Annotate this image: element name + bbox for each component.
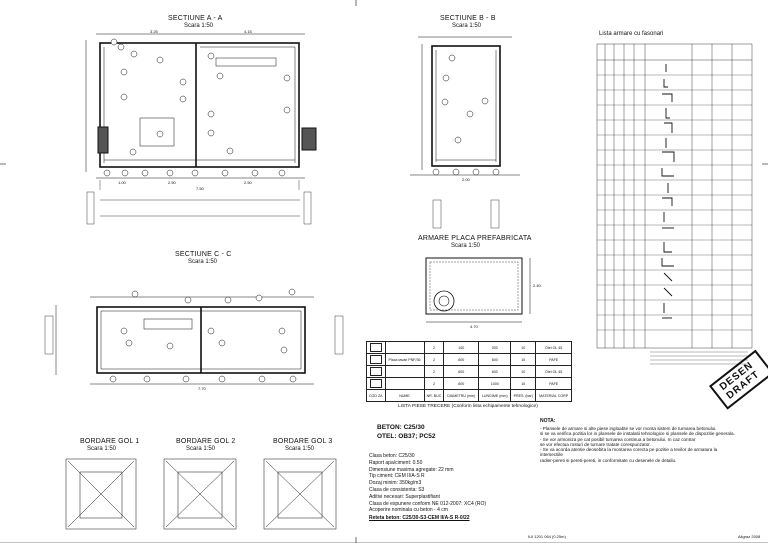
note-line: se vor efectua rosturi de turnare tratate corespunzator.	[540, 441, 651, 447]
otel-label: OTEL: OB37; PC52	[377, 433, 436, 440]
dim-a-top-1: 3.25	[150, 29, 158, 34]
table-row: 2 600 1000 15 PAFE	[367, 378, 572, 390]
note-line: - Plansele de armare si alte piese ingloabte se vor monta sistem de turnarea betonului.	[540, 426, 717, 431]
section-b-scale: Scara 1:50	[452, 23, 482, 29]
rebar-shape-sketches	[662, 64, 674, 318]
gol2-scale: Scara 1:50	[186, 446, 216, 452]
dim-placa-h: 2.40	[533, 283, 541, 288]
section-b-rebar-markers	[433, 55, 499, 175]
item-box	[370, 379, 382, 388]
footer-center: IUI 1201 064 (0.25m)	[528, 534, 566, 539]
gol1-scale: Scara 1:50	[87, 446, 117, 452]
section-c-drawing	[45, 297, 343, 384]
spec-line: Acoperire nominala cu beton - 4 cm	[369, 507, 448, 514]
section-c-title: SECTIUNE C - C	[175, 251, 232, 258]
spec-line: Dozaj minim: 350kg/m3	[369, 480, 422, 487]
placa-scale: Scara 1:50	[451, 243, 481, 249]
section-c-rebar-markers	[110, 289, 296, 382]
dim-a-top-2: 4.15	[244, 29, 252, 34]
notes-title: NOTA:	[540, 418, 556, 424]
pieces-table	[366, 341, 572, 402]
dim-placa-w: 4.70	[470, 324, 478, 329]
bordare-gol-drawings	[66, 459, 336, 529]
spec-line: Raport apa/ciment: 0.50	[369, 459, 423, 466]
section-a-drawing	[86, 34, 316, 190]
section-b-title: SECTIUNE B - B	[440, 15, 496, 22]
placa-title: ARMARE PLACA PREFABRICATA	[418, 235, 532, 242]
spec-line: Aditivi necesari: Superplastifiant	[369, 493, 440, 500]
table-row: Placa tavan PNF/36 2 600 600 15 PAFE	[367, 354, 572, 366]
spec-line: Tip ciment: CEM II/A-S R	[369, 473, 425, 480]
beton-label: BETON: C25/30	[377, 424, 425, 431]
section-b-drawing	[410, 37, 520, 228]
spec-line: Clasa de expunere conform NE 012-2007: XC4 (RO)	[369, 500, 487, 507]
gol1-title: BORDARE GOL 1	[80, 438, 140, 445]
section-c-scale: Scara 1:50	[188, 259, 218, 265]
dim-a-bottom-2: 2.50	[168, 180, 176, 185]
gol2-title: BORDARE GOL 2	[176, 438, 236, 445]
note-line: radier-pereti si pereti-pereti, in conformitate cu desenele de detaliu.	[540, 457, 677, 463]
section-a-pile-hatch	[87, 192, 311, 224]
placa-drawing	[426, 258, 530, 322]
draft-stamp: DESEN DRAFT	[709, 350, 768, 410]
dim-a-total: 7.50	[196, 186, 204, 191]
item-box	[370, 355, 382, 364]
concrete-specs	[369, 453, 486, 514]
note-line: - Se vor armoniza pe cat posibil turnarea continua a betonului. In caz contrar	[540, 436, 696, 442]
rebar-list-title: Lista armare cu fasonari	[599, 31, 664, 37]
dim-c-total: 7.70	[198, 386, 206, 391]
dim-a-bottom-1: 1.00	[118, 180, 126, 185]
section-a-scale: Scara 1:50	[184, 23, 214, 29]
gol3-scale: Scara 1:50	[285, 446, 315, 452]
item-box	[370, 367, 382, 376]
dim-a-bottom-3: 2.50	[244, 180, 252, 185]
table-row: 2 600 600 10 Otel OL 45	[367, 366, 572, 378]
spec-line: Clasa beton: C25/30	[369, 453, 415, 459]
spec-line: Dimensiune maxima agregate: 22 mm	[369, 466, 454, 473]
dim-b-bottom: 2.00	[462, 177, 470, 182]
item-box	[370, 343, 382, 352]
note-line: si se va verifica pozitia lor in plansele de instalatii tehnologice si plansele de dispozitie generala.	[540, 431, 735, 437]
gol3-title: BORDARE GOL 3	[273, 438, 333, 445]
pieces-table-caption: LISTA PIESE TRECERE (Conform lista echipamente tehnologice)	[398, 404, 538, 409]
section-a-title: SECTIUNE A - A	[168, 15, 223, 22]
table-header-row: COD ZA NUME NR. BUC DIAMETRU (mm) LUNGIME (mm) PRES. (bar) MATERIAL CORP	[367, 390, 572, 402]
table-row: 2 100 300 10 Otel OL 45	[367, 342, 572, 354]
reteta-label: Reteta beton: C25/30-S3-CEM II/A-S R-0/22	[369, 515, 470, 521]
spec-line: Clasa de consistenta: S3	[369, 486, 425, 493]
rebar-list-rows	[597, 75, 752, 330]
rebar-list-table	[597, 44, 752, 348]
footer-right: Aligraz 2008	[738, 534, 761, 539]
notes-body	[540, 426, 740, 463]
note-line: - Se va acorda atentie deosebita la montarea corecta pe pozitie a tevilor de armatura la intersectiile	[540, 447, 718, 458]
section-a-rebar-markers	[104, 39, 290, 176]
rebar-summary-lines	[650, 352, 748, 364]
